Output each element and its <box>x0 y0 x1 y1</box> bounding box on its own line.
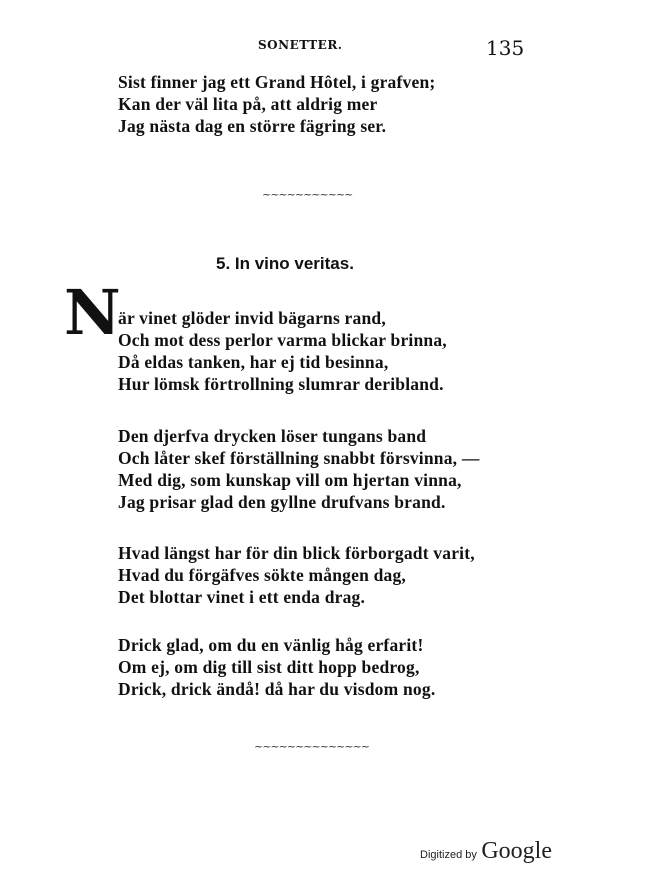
verse-line: Hvad du förgäfves sökte mången dag, <box>118 565 406 585</box>
ornament-divider-end: ~~~~~~~~~~~~~~ <box>254 740 370 753</box>
page-number: 135 <box>486 36 525 60</box>
verse-line: Den djerfva drycken löser tungans band <box>118 426 427 446</box>
verse-line: Jag nästa dag en större fägring ser. <box>118 116 387 136</box>
digitized-by-google-watermark <box>420 838 552 865</box>
verse-line: Kan der väl lita på, att aldrig mer <box>118 94 378 114</box>
verse-line: Och mot dess perlor varma blickar brinna, <box>118 330 447 350</box>
verse-line: Och låter skef förställning snabbt försvinna, — <box>118 448 480 468</box>
verse-line: Jag prisar glad den gyllne drufvans brand. <box>118 492 446 512</box>
verse-line: Om ej, om dig till sist ditt hopp bedrog, <box>118 657 420 677</box>
verse-line: Hvad längst har för din blick förborgadt varit, <box>118 543 475 563</box>
drop-cap: N <box>64 276 121 349</box>
verse-line: är vinet glöder invid bägarns rand, <box>118 308 386 328</box>
verse-line: Sist finner jag ett Grand Hôtel, i grafven; <box>118 72 436 92</box>
watermark-prefix: Digitized by <box>420 849 477 861</box>
ornament-divider: ~~~~~~~~~~~ <box>262 188 353 201</box>
verse-line: Drick glad, om du en vänlig håg erfarit! <box>118 635 424 655</box>
verse-line: Med dig, som kunskap vill om hjertan vinna, <box>118 470 462 490</box>
verse-line: Drick, drick ändå! då har du visdom nog. <box>118 679 436 699</box>
running-title: SONETTER. <box>258 38 343 52</box>
poem-title: 5. In vino veritas. <box>216 254 354 273</box>
verse-line: Då eldas tanken, har ej tid besinna, <box>118 352 389 372</box>
watermark-brand: Google <box>481 838 552 864</box>
verse-line: Hur lömsk förtrollning slumrar deribland. <box>118 374 444 394</box>
verse-line: Det blottar vinet i ett enda drag. <box>118 587 366 607</box>
